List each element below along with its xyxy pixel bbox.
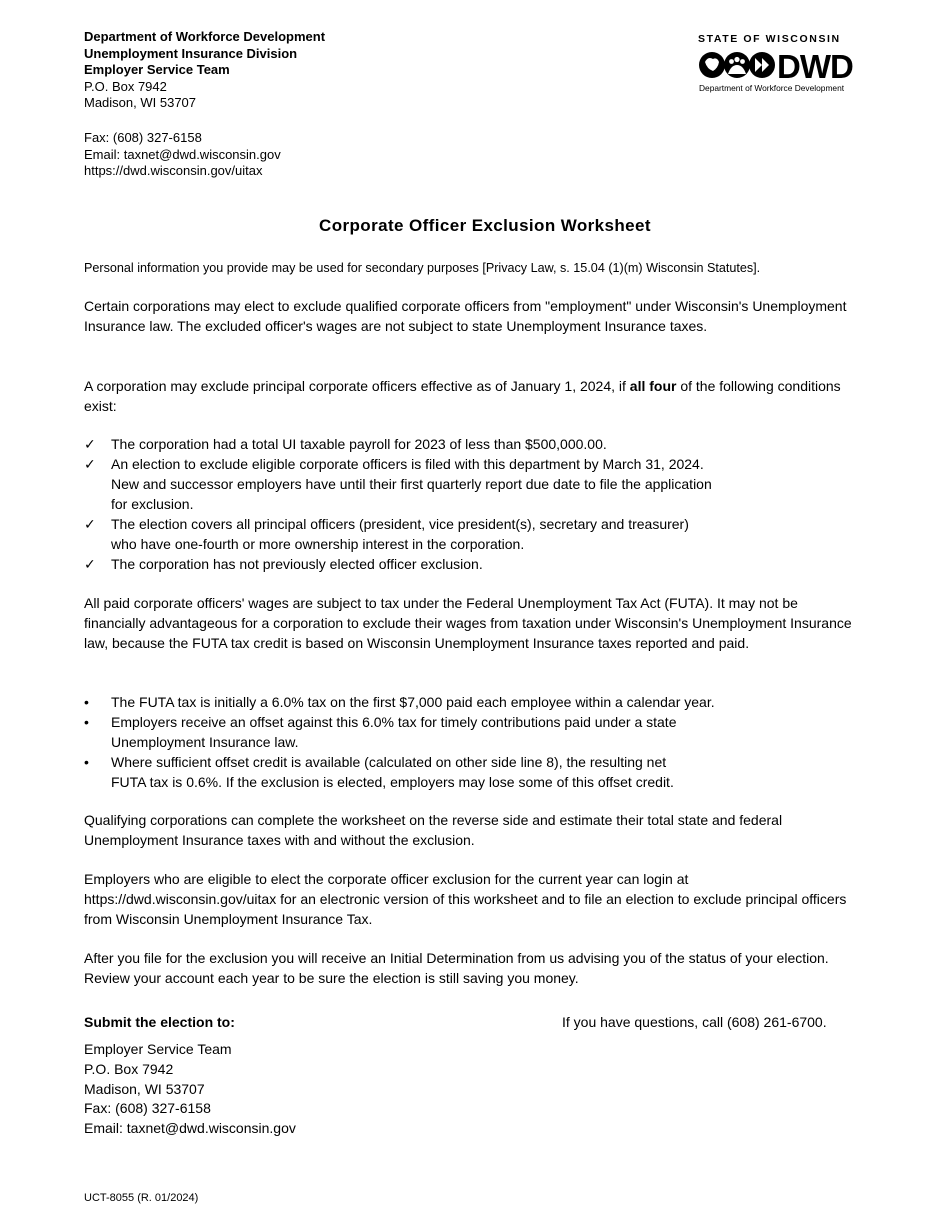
futa-point-line: Where sufficient offset credit is available (calculated on other side line 8), the resulting net	[111, 754, 667, 770]
city-state-zip: Madison, WI 53707	[84, 95, 197, 110]
privacy-notice: Personal information you provide may be used for secondary purposes [Privacy Law, s. 15.04 (1)(m) Wisconsin Statutes].	[84, 261, 761, 275]
condition-line: An election to exclude eligible corporate officers is filed with this department by March 31, 2024.	[111, 456, 704, 472]
futa-point-line: Unemployment Insurance law.	[111, 734, 299, 750]
online-filing-paragraph: Employers who are eligible to elect the corporate officer exclusion for the current year can login at https://dwd.wisconsin.gov/uitax for an electronic version of this worksheet and to file an election to exclude principal officers from Wisconsin Unemployment Insurance Tax.	[84, 871, 847, 927]
conditions-intro	[84, 376, 854, 416]
submit-city-state-zip: Madison, WI 53707	[84, 1080, 205, 1097]
bullet-icon: •	[84, 754, 89, 770]
dwd-emblem-icon	[697, 47, 859, 83]
conditions-checklist	[84, 434, 854, 574]
checkmark-icon: ✓	[84, 456, 96, 472]
worksheet-paragraph: Qualifying corporations can complete the worksheet on the reverse side and estimate their total state and federal Unemployment Insurance taxes with and without the exclusion.	[84, 812, 783, 848]
submit-email: Email: taxnet@dwd.wisconsin.gov	[84, 1120, 296, 1137]
list-item	[84, 434, 854, 454]
list-item	[84, 554, 854, 574]
checkmark-icon: ✓	[84, 436, 96, 452]
intro-paragraph: Certain corporations may elect to exclude qualified corporate officers from "employment" under Wisconsin's Unemployment Insurance law. The excluded officer's wages are not subject to state Unemployment Insurance taxes.	[84, 298, 847, 334]
list-item	[84, 712, 854, 752]
condition-line: The election covers all principal officers (president, vice president(s), secretary and treasurer)	[111, 516, 689, 532]
fax-number: Fax: (608) 327-6158	[84, 130, 202, 145]
condition-line: for exclusion.	[111, 496, 194, 512]
email-address: Email: taxnet@dwd.wisconsin.gov	[84, 146, 281, 162]
team-name: Employer Service Team	[84, 62, 230, 77]
department-name: Department of Workforce Development	[84, 29, 326, 44]
questions-phone-text: If you have questions, call (608) 261-6700.	[562, 1014, 827, 1030]
submit-label: Submit the election to:	[84, 1014, 235, 1030]
futa-points-list	[84, 692, 854, 792]
submit-po-box: P.O. Box 7942	[84, 1060, 174, 1077]
futa-point-line: The FUTA tax is initially a 6.0% tax on the first $7,000 paid each employee within a calendar year.	[111, 694, 715, 710]
conditions-intro-text-end: of the following conditions exist:	[84, 378, 841, 414]
condition-line: New and successor employers have until their first quarterly report due date to file the application	[111, 476, 712, 492]
bullet-icon: •	[84, 694, 89, 710]
condition-line: who have one-fourth or more ownership interest in the corporation.	[111, 536, 525, 552]
submit-team-name: Employer Service Team	[84, 1041, 232, 1057]
agency-contact-block	[84, 130, 281, 180]
logo-state-text: STATE OF WISCONSIN	[698, 33, 841, 45]
submit-fax: Fax: (608) 327-6158	[84, 1100, 211, 1117]
dwd-logo	[697, 33, 859, 97]
futa-paragraph: All paid corporate officers' wages are subject to tax under the Federal Unemployment Tax Act (FUTA). It may not be financially advantageous for a corporation to exclude their wages from taxation under Wisconsin's Unemployment Insurance law, because the FUTA tax credit is based on Wisconsin Unemployment Insurance taxes reported and paid.	[84, 595, 852, 651]
list-item	[84, 752, 854, 792]
submit-address-block	[84, 1040, 296, 1139]
agency-address-block	[84, 29, 325, 112]
futa-point-line: FUTA tax is 0.6%. If the exclusion is elected, employers may lose some of this offset credit.	[111, 774, 674, 790]
logo-abbrev: DWD	[777, 48, 853, 83]
determination-paragraph: After you file for the exclusion you will receive an Initial Determination from us advising you of the status of your election. Review your account each year to be sure the election is still saving you money.	[84, 950, 829, 986]
list-item	[84, 514, 854, 554]
website-url: https://dwd.wisconsin.gov/uitax	[84, 163, 263, 178]
condition-line: The corporation has not previously elected officer exclusion.	[111, 556, 483, 572]
bullet-icon: •	[84, 714, 89, 730]
list-item	[84, 692, 854, 712]
conditions-intro-emphasis: all four	[629, 378, 677, 394]
page-title: Corporate Officer Exclusion Worksheet	[319, 216, 651, 235]
checkmark-icon: ✓	[84, 556, 96, 572]
condition-line: The corporation had a total UI taxable payroll for 2023 of less than $500,000.00.	[111, 436, 607, 452]
checkmark-icon: ✓	[84, 516, 96, 532]
logo-department-text: Department of Workforce Development	[699, 83, 845, 93]
division-name: Unemployment Insurance Division	[84, 45, 298, 61]
form-number: UCT-8055 (R. 01/2024)	[84, 1192, 199, 1204]
po-box: P.O. Box 7942	[84, 78, 167, 94]
conditions-intro-text: A corporation may exclude principal corporate officers effective as of January 1, 2024, if	[84, 378, 630, 394]
list-item	[84, 454, 854, 514]
futa-point-line: Employers receive an offset against this 6.0% tax for timely contributions paid under a state	[111, 714, 677, 730]
